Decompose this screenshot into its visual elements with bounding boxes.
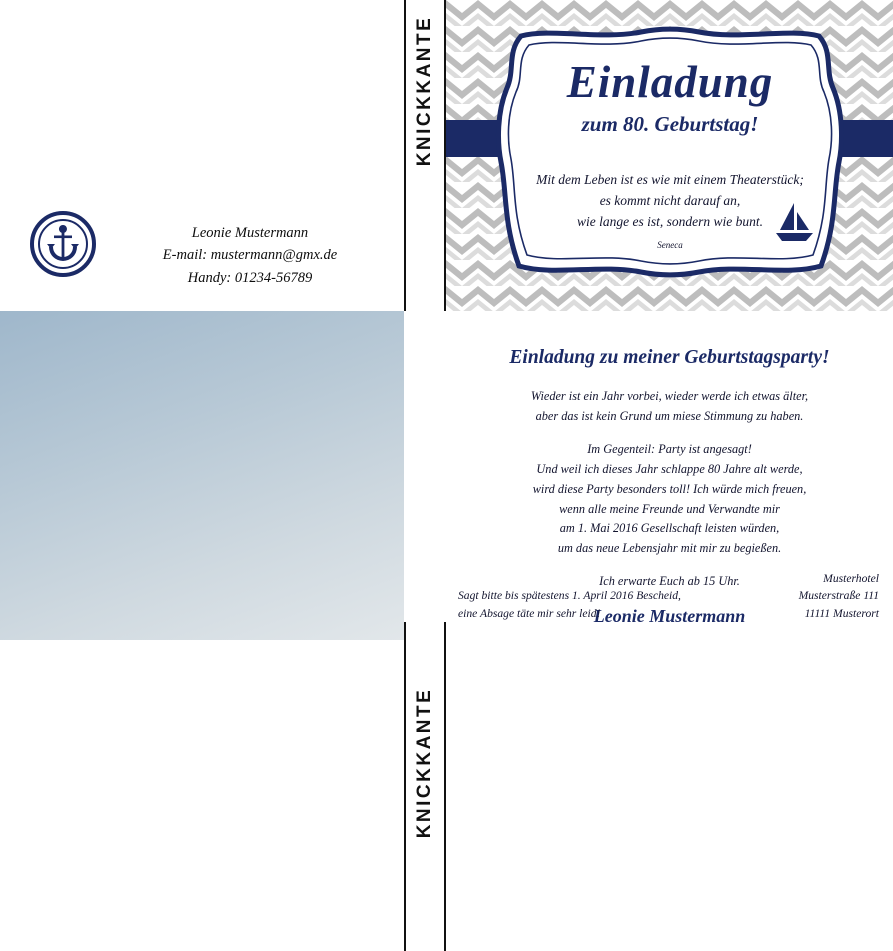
p2-line-1: Im Gegenteil: Party ist angesagt! (587, 441, 752, 456)
inside-paragraph-1 (482, 387, 857, 427)
venue-line-2: Musterstraße 111 (798, 589, 879, 603)
quote-author: Seneca (657, 239, 683, 250)
p2-line-5: am 1. Mai 2016 Gesellschaft leisten würden, (559, 521, 780, 536)
portrait-photo (0, 311, 404, 640)
p1-line-1: Wieder ist ein Jahr vorbei, wieder werde ich etwas älter, (530, 389, 809, 403)
p2-line-6: um das neue Lebensjahr mit mir zu begießen. (557, 541, 782, 556)
inside-paragraph-3: Ich erwarte Euch ab 15 Uhr. (599, 574, 740, 589)
contact-email: E-mail: mustermann@gmx.de (162, 247, 338, 264)
contact-block (110, 222, 390, 289)
quote-line-3: wie lange es ist, sondern wie bunt. (577, 213, 763, 229)
card-outside (0, 0, 893, 311)
front-title: Einladung (566, 57, 774, 107)
front-subtitle: zum 80. Geburtstag! (581, 112, 759, 136)
anchor-badge-icon (30, 211, 96, 277)
sailboat-icon (771, 200, 817, 246)
fold-label-bottom: KNICKKANTE (414, 687, 435, 839)
inside-body (446, 387, 893, 592)
card-inside (0, 311, 893, 839)
rsvp-line-2: eine Absage täte mir sehr leid! (458, 606, 601, 620)
signature: Leonie Mustermann (593, 606, 746, 627)
quote-line-2: es kommt nicht darauf an, (599, 192, 741, 208)
venue-line-3: 11111 Musterort (804, 606, 879, 620)
rsvp-line-1: Sagt bitte bis spätestens 1. April 2016 Bescheid, (458, 589, 681, 603)
fold-strip-bottom (404, 622, 446, 951)
p2-line-3: wird diese Party besonders toll! Ich würde mich freuen, (532, 481, 807, 496)
contact-name: Leonie Mustermann (191, 225, 309, 241)
fold-strip-top (404, 0, 446, 311)
fold-label: KNICKKANTE (414, 15, 435, 167)
p2-line-2: Und weil ich dieses Jahr schlappe 80 Jahre alt werde, (536, 461, 803, 476)
inside-title: Einladung zu meiner Geburtstagsparty! (509, 347, 830, 368)
venue-address (799, 570, 879, 622)
card-inside-panel (446, 311, 893, 640)
quote-line-1: Mit dem Leben ist es wie mit einem Theaterstück; (536, 172, 804, 187)
photo-background (0, 311, 404, 640)
card-back-panel (0, 0, 404, 311)
card-front-panel (446, 0, 893, 311)
p2-line-4: wenn alle meine Freunde und Verwandte mir (559, 501, 780, 516)
contact-phone: Handy: 01234-56789 (187, 269, 313, 286)
front-label-plate (481, 26, 859, 278)
inside-paragraph-2 (482, 440, 857, 559)
venue-line-1: Musterhotel (823, 571, 879, 585)
p1-line-2: aber das ist kein Grund um miese Stimmung zu haben. (535, 408, 804, 423)
rsvp-note (458, 587, 688, 622)
